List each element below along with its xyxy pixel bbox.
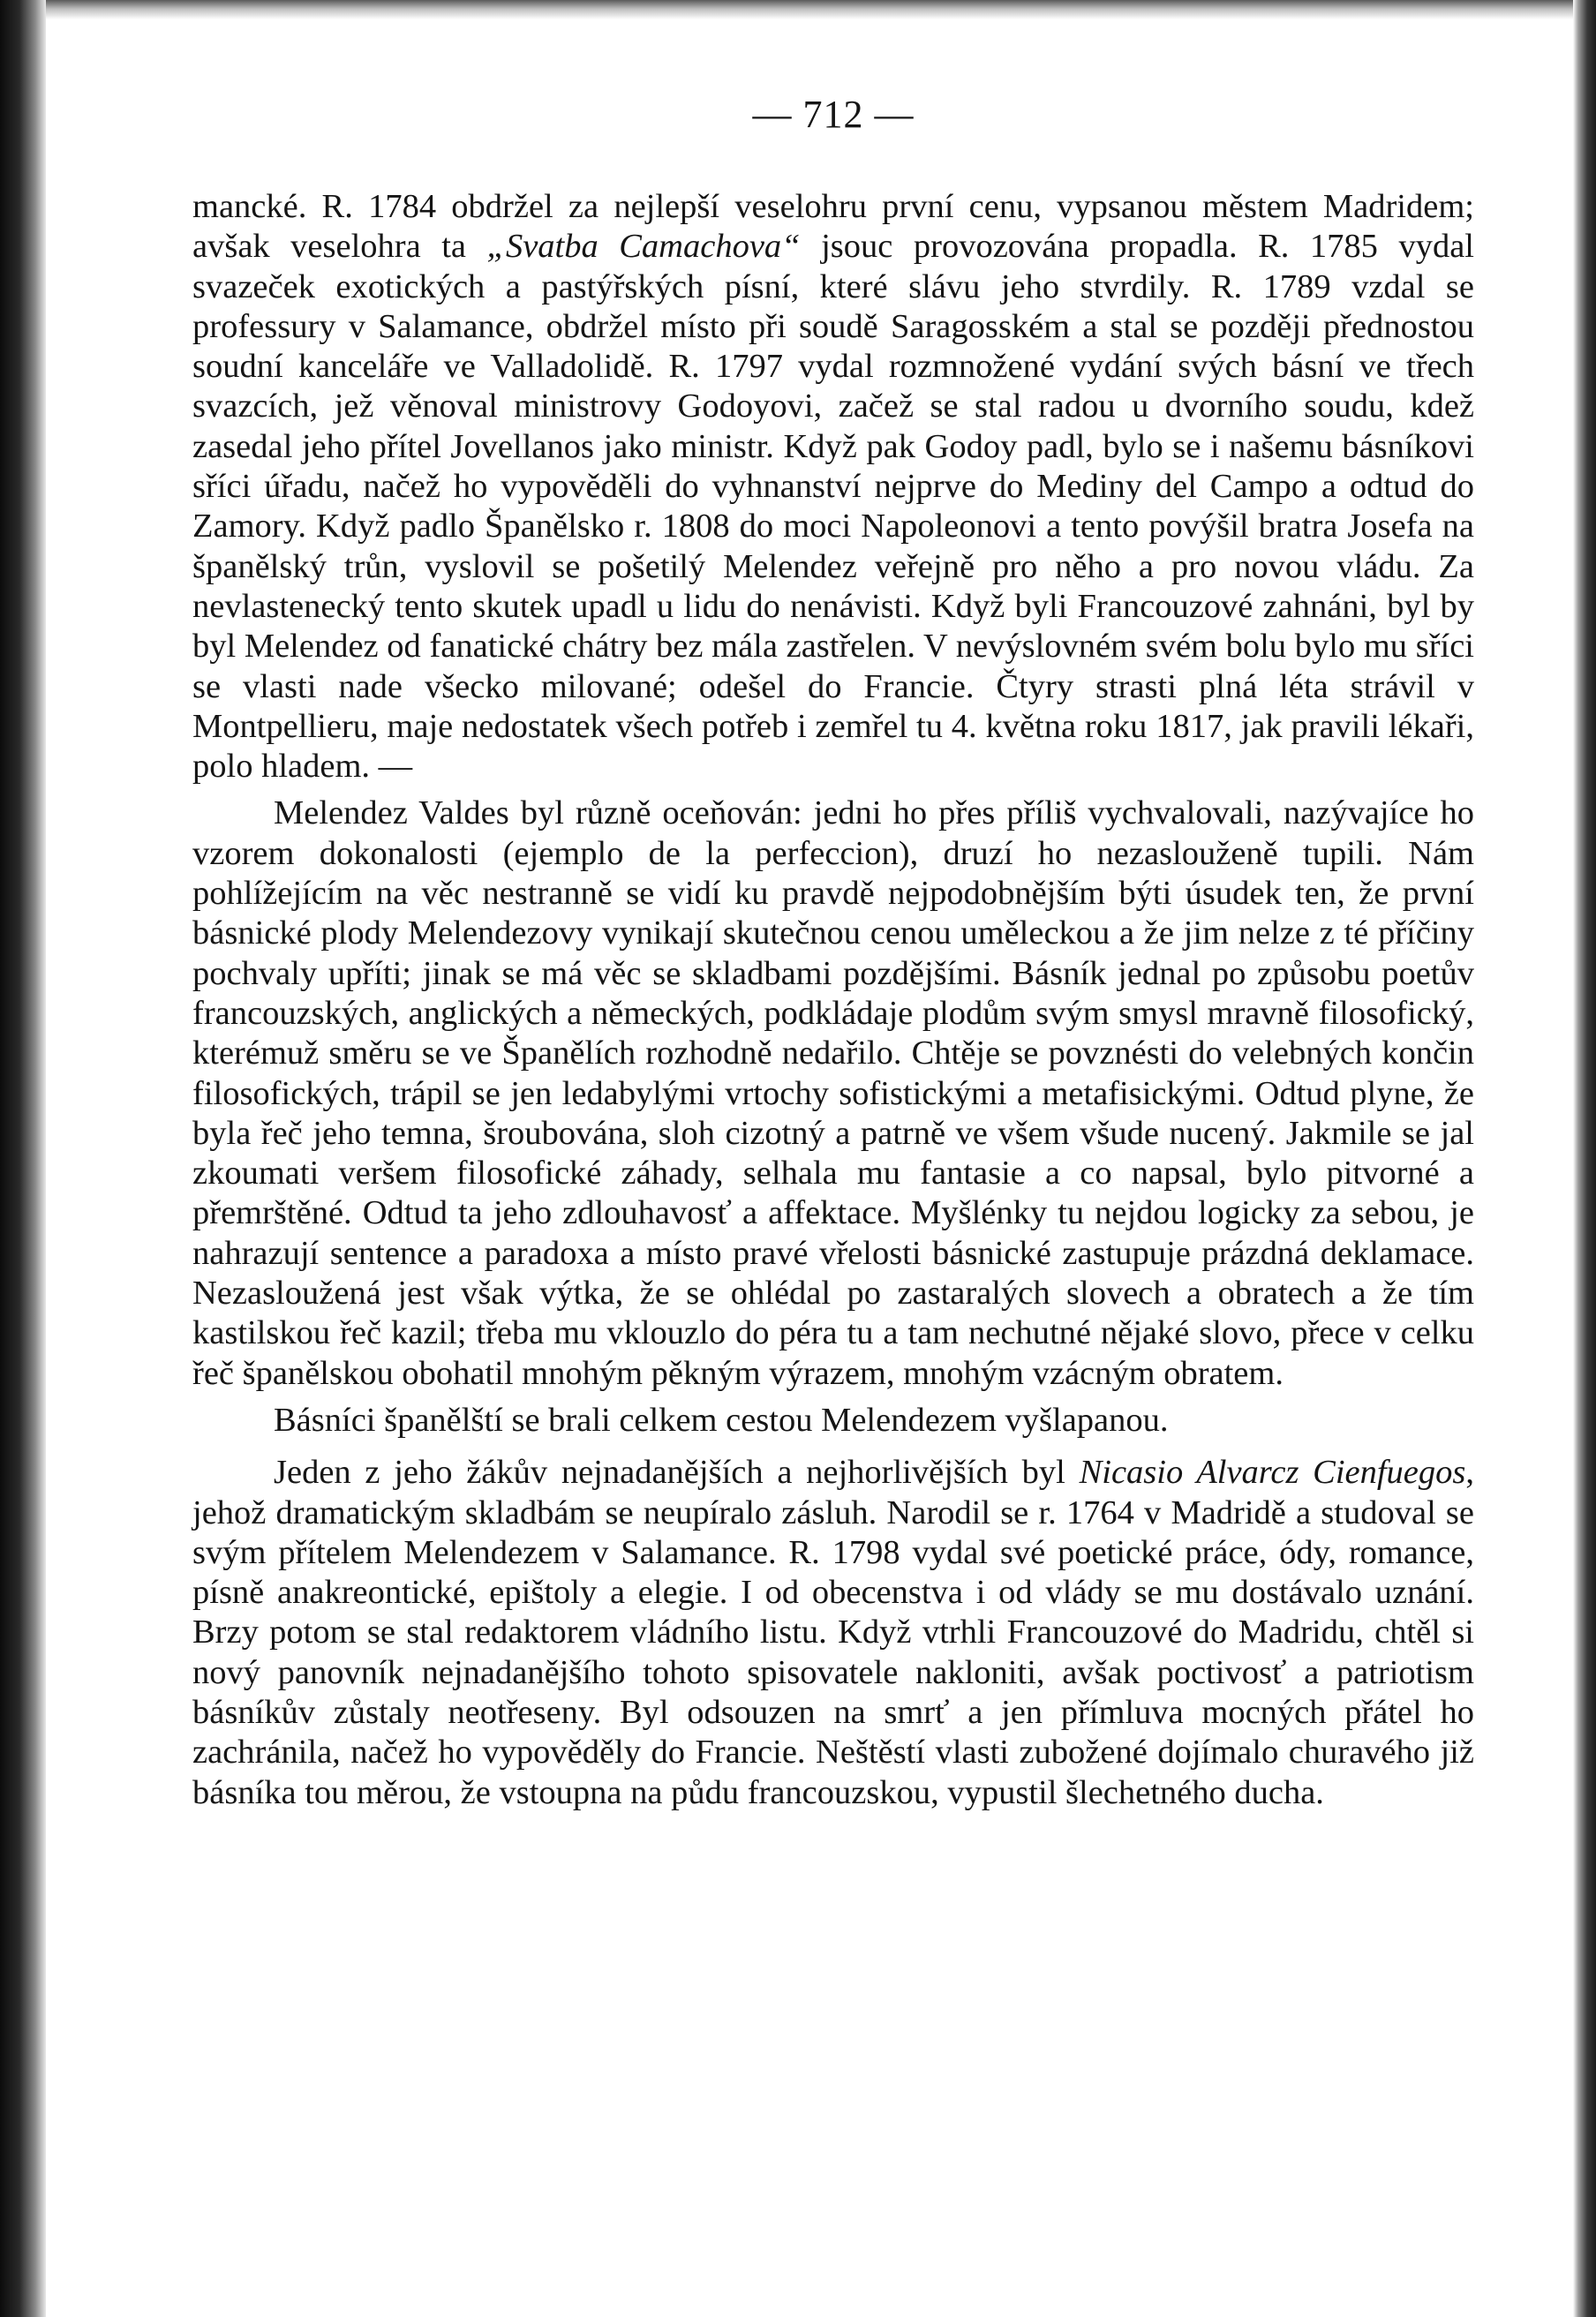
text-run: Básníci španělští se brali celkem cestou Melendezem vyšlapanou. — [274, 1401, 1169, 1439]
scan-binding-shadow — [0, 0, 46, 2317]
paragraph-4 — [192, 1453, 1474, 1813]
text-run: Jeden z jeho žákův nejnadanějších a nejhorlivějších byl — [274, 1454, 1080, 1492]
page-number: — 712 — — [752, 93, 915, 136]
paragraph-2 — [192, 794, 1474, 1393]
italic-name-cienfuegos: Nicasio Alvarcz Cienfuegos — [1079, 1454, 1466, 1492]
italic-title-svatba-camachova: „Svatba Camachova“ — [486, 228, 801, 266]
scan-top-edge — [0, 0, 1596, 19]
paragraph-3 — [192, 1401, 1474, 1441]
paragraph-1 — [192, 187, 1474, 786]
scan-right-edge — [1573, 0, 1596, 2317]
page-body — [192, 187, 1474, 1813]
text-run: Melendez Valdes byl různě oceňován: jedni ho přes příliš vychvalovali, nazývajíce ho vzorem dokonalosti (ejemplo de la perfeccion), druzí ho nezaslouženě tupili. Nám pohlížejícím na věc nestranně se vidí ku pravdě nejpodobnějším býti úsudek ten, že první básnické plody Melendezovy vynikají skutečnou cenou uměleckou a že jim nelze z té příčiny pochvaly upříti; jinak se má věc se skladbami pozdějšími. Básník jednal po způsobu poetův francouzských, anglických a německých, podkládaje plodům svým smysl mravně filosofický, kterémuž směru se ve Španělích rozhodně nedařilo. Chtěje se povznésti do velebných končin filosofických, trápil se jen ledabylými vrtochy sofistickými a metafisickými. Odtud plyne, že byla řeč jeho temna, šroubována, sloh cizotný a patrně ve všem všude nucený. Jakmile se jal zkoumati veršem filosofické záhady, selhala mu fantasie a co napsal, bylo pitvorné a přemrštěné. Odtud ta jeho zdlouhavosť a affektace. Myšlénky tu nejdou logicky za sebou, je nahrazují sentence a paradoxa a místo pravé vřelosti básnické zastupuje prázdná deklamace. Nezasloužená jest však výtka, že se ohlédal po zastaralých slovech a obratech a že tím kastilskou řeč kazil; třeba mu vklouzlo do péra tu a tam nechutné nějaké slovo, přece v celku řeč španělskou obohatil mnohým pěkným výrazem, mnohým vzácným obratem. — [192, 794, 1474, 1392]
text-run: , jehož dramatickým skladbám se neupíralo zásluh. Narodil se r. 1764 v Madridě a studoval se svým přítelem Melendezem v Salamance. R. 1798 vydal své poetické práce, ódy, romance, písně anakreontické, epištoly a elegie. I od obecenstva i od vlády se mu dostávalo uznání. Brzy potom se stal redaktorem vládního listu. Když vtrhli Francouzové do Madridu, chtěl si nový panovník nejnadanějšího tohoto spisovatele nakloniti, avšak poctivosť a patriotism básníkův zůstaly neotřeseny. Byl odsouzen na smrť a jen přímluva mocných přátel ho zachránila, načež ho vypověděly do Francie. Neštěstí vlasti zubožené dojímalo churavého již básníka tou měrou, že vstoupna na půdu francouzskou, vypustil šlechetného ducha. — [192, 1454, 1474, 1811]
text-run: mancké. R. 1784 obdržel za nejlepší veselohru první cenu, vypsanou městem Madridem; avšak veselohra ta — [192, 188, 1474, 266]
book-page — [192, 88, 1474, 1820]
text-run: jsouc provozována propadla. R. 1785 vydal svazeček exotických a pastýřských písní, které slávu jeho stvrdily. R. 1789 vzdal se professury v Salamance, obdržel místo při soudě Saragosském a stal se později přednostou soudní kanceláře ve Valladolidě. R. 1797 vydal rozmnožené vydání svých básní ve třech svazcích, jež věnoval ministrovy Godoyovi, začež se stal radou u dvorního soudu, kdež zasedal jeho přítel Jovellanos jako ministr. Když pak Godoy padl, bylo se i našemu básníkovi sříci úřadu, načež ho vypověděli do vyhnanství nejprve do Mediny del Campo a odtud do Zamory. Když padlo Španělsko r. 1808 do moci Napoleonovi a tento povýšil bratra Josefa na španělský trůn, vyslovil se pošetilý Melendez veřejně pro něho a pro novou vládu. Za nevlastenecký tento skutek upadl u lidu do nenávisti. Když byli Francouzové zahnáni, byl by byl Melendez od fanatické chátry bez mála zastřelen. V nevýslovném svém bolu bylo mu sříci se vlasti nade všecko milované; odešel do Francie. Čtyry strasti plná léta strávil v Montpellieru, maje nedostatek všech potřeb i zemřel tu 4. května roku 1817, jak pravili lékaři, polo hladem. — — [192, 228, 1474, 786]
